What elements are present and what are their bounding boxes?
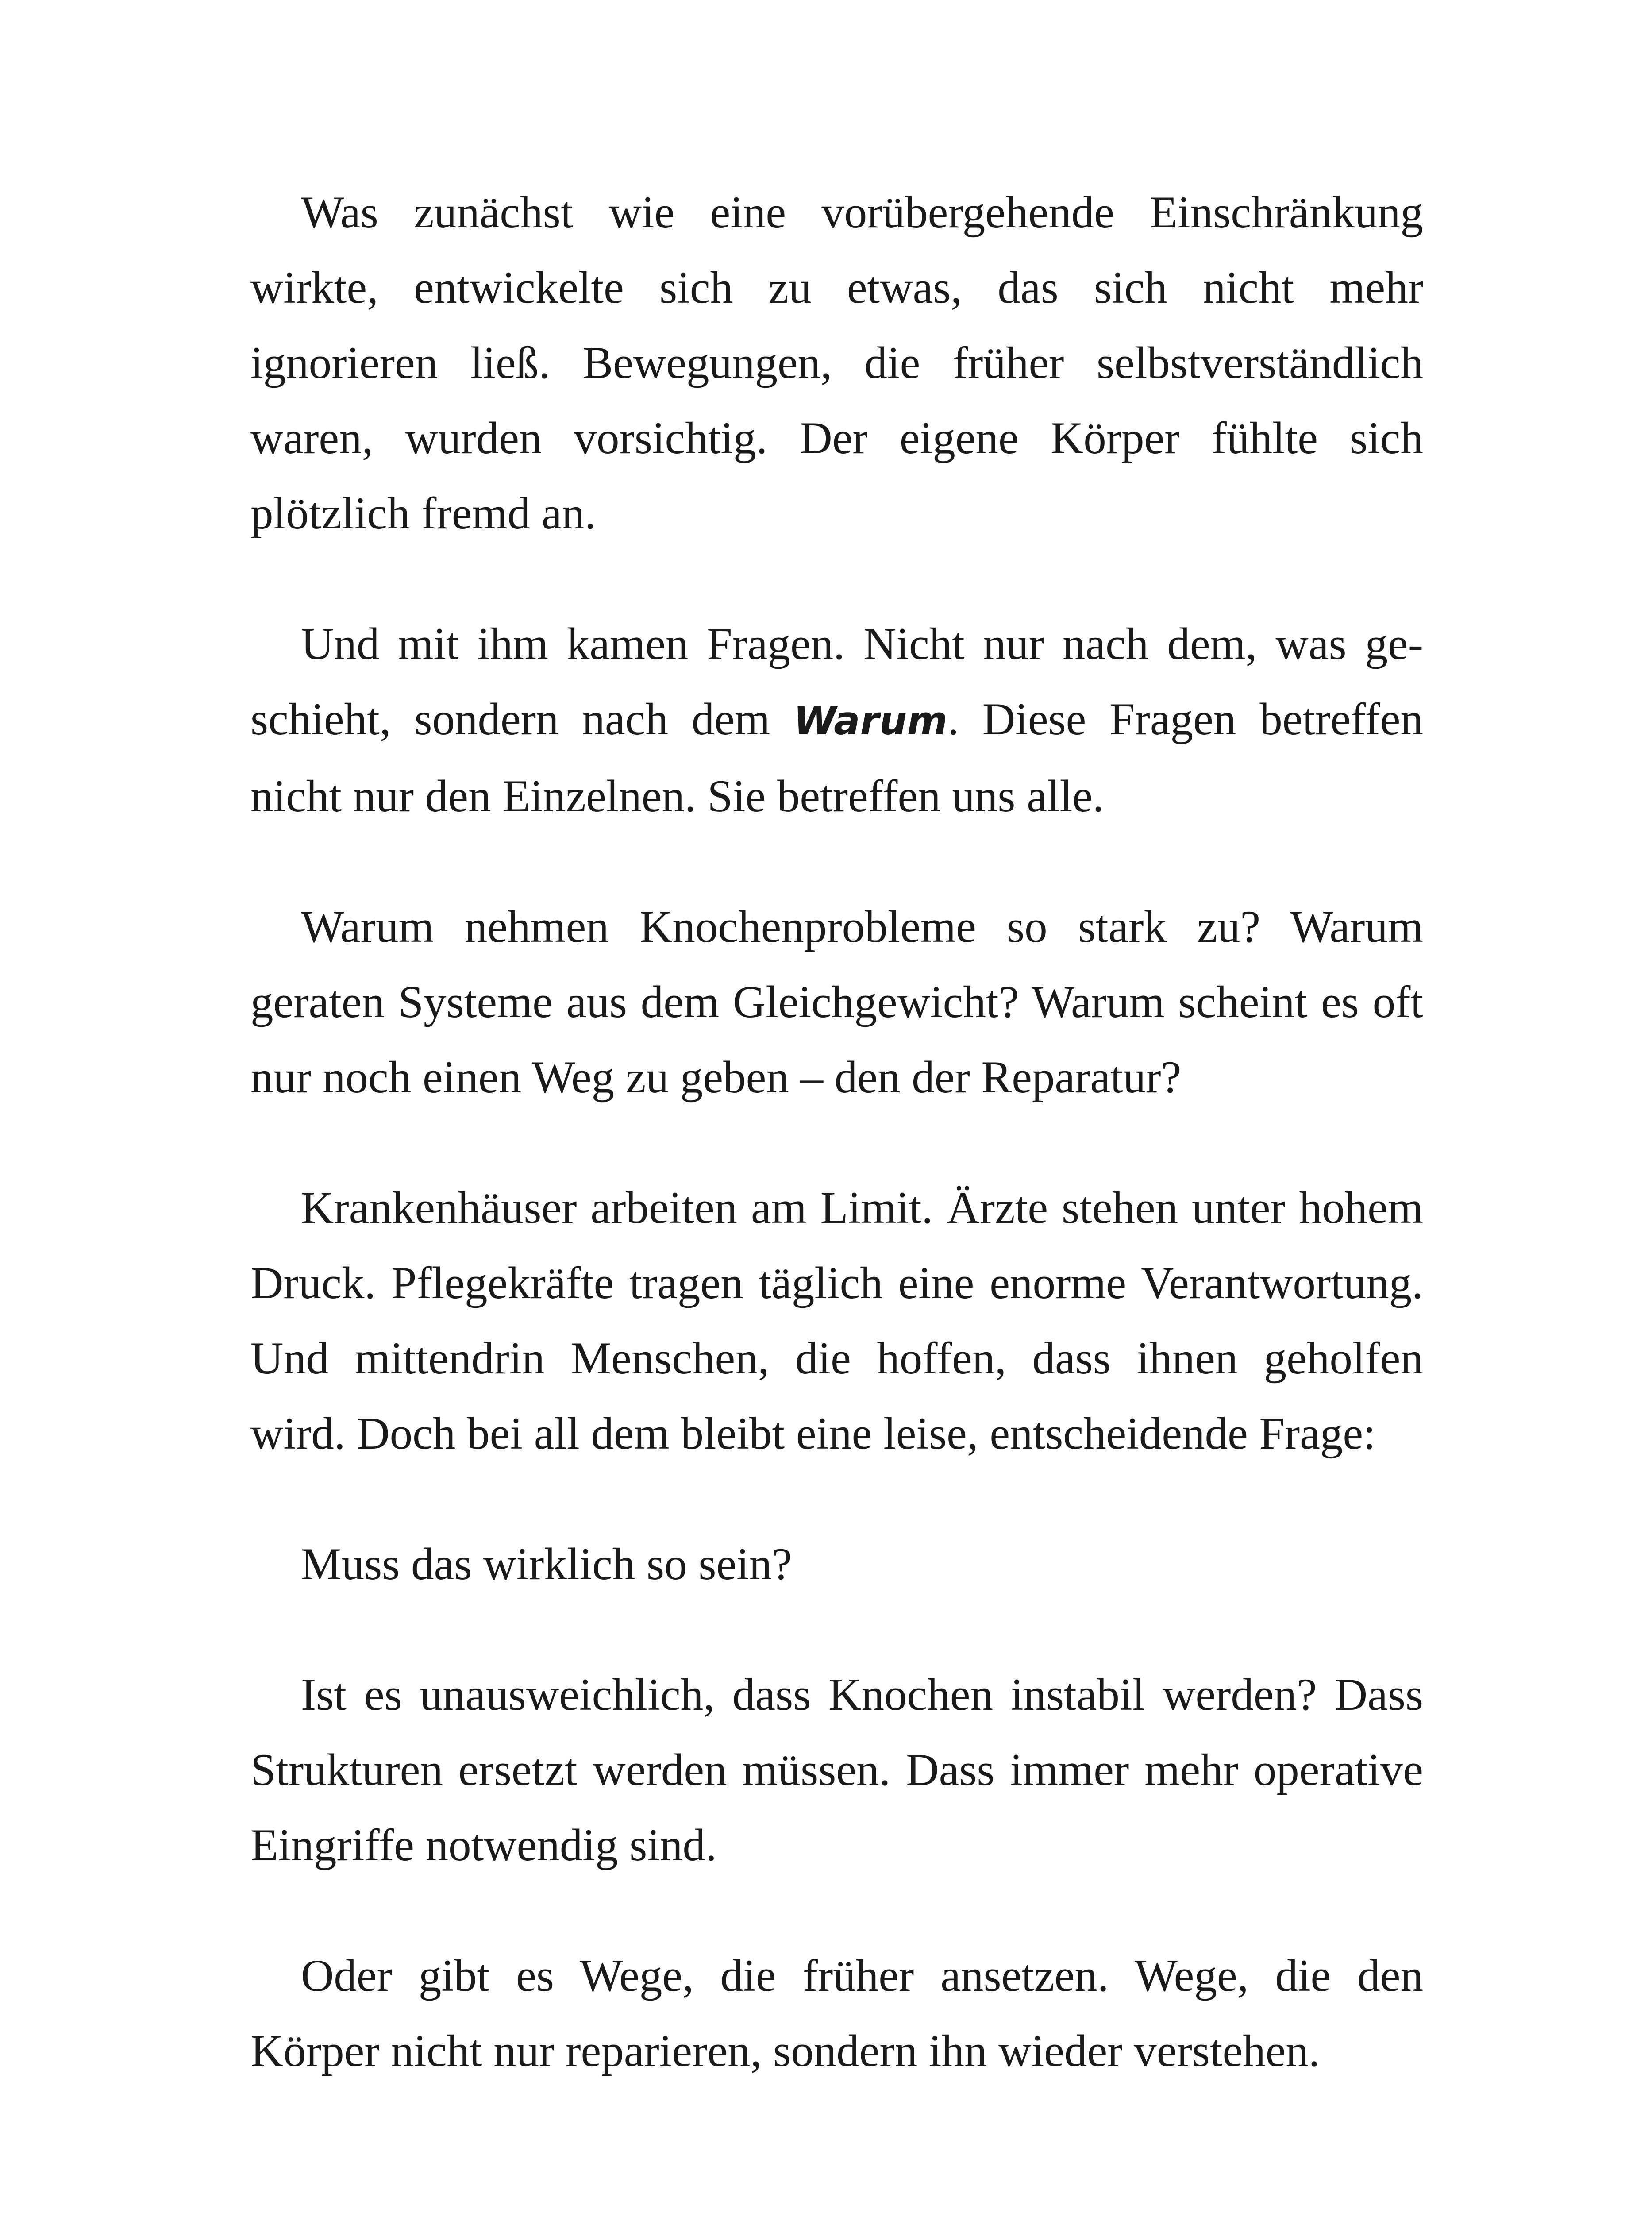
paragraph-3-text: Warum nehmen Knochenprobleme so stark zu? Warum geraten Systeme aus dem Gleichgewicht? Warum scheint es oft nur noch einen Weg zu geben – den der Reparatur? [250,902,1423,1103]
paragraph-7-text: Oder gibt es Wege, die früher ansetzen. Wege, die den Körper nicht nur reparieren, sondern ihn wieder verstehen. [250,1951,1423,2076]
body-text [250,175,1423,2089]
paragraph-2 [250,606,1423,834]
paragraph-7 [250,1938,1423,2089]
paragraph-1-text: Was zunächst wie eine vorübergehende Einschränkung wirkte, entwickelte sich zu etwas, das sich nicht mehr ignorieren ließ. Bewegungen, die früher selbstverständlich waren, wurden vorsichtig. Der eigene Körper fühlte sich plötzlich fremd an. [250,187,1423,539]
paragraph-5 [250,1527,1423,1602]
paragraph-4 [250,1170,1423,1471]
paragraph-6 [250,1657,1423,1883]
emphasis-warum: Warum [793,698,948,744]
paragraph-2-text-after: . Diese Fragen betreffen nicht nur den Einzelnen. Sie betreffen uns alle. [250,694,1423,821]
paragraph-4-text: Krankenhäuser arbeiten am Limit. Ärzte stehen unter hohem Druck. Pflegekräfte tragen täglich eine enorme Verantwortung. Und mittendrin Menschen, die hoffen, dass ihnen geholfen wird. Doch bei all dem bleibt eine leise, entscheidende Frage: [250,1183,1423,1459]
paragraph-5-text: Muss das wirklich so sein? [301,1539,793,1589]
paragraph-6-text: Ist es unausweichlich, dass Knochen instabil werden? Dass Strukturen ersetzt werden müssen. Dass immer mehr operative Eingriffe notwendig sind. [250,1669,1423,1870]
paragraph-1 [250,175,1423,551]
paragraph-3 [250,889,1423,1115]
paragraph-2-text-before: Und mit ihm kamen Fragen. Nicht nur nach dem, was geschieht, sondern nach dem [250,619,1423,744]
